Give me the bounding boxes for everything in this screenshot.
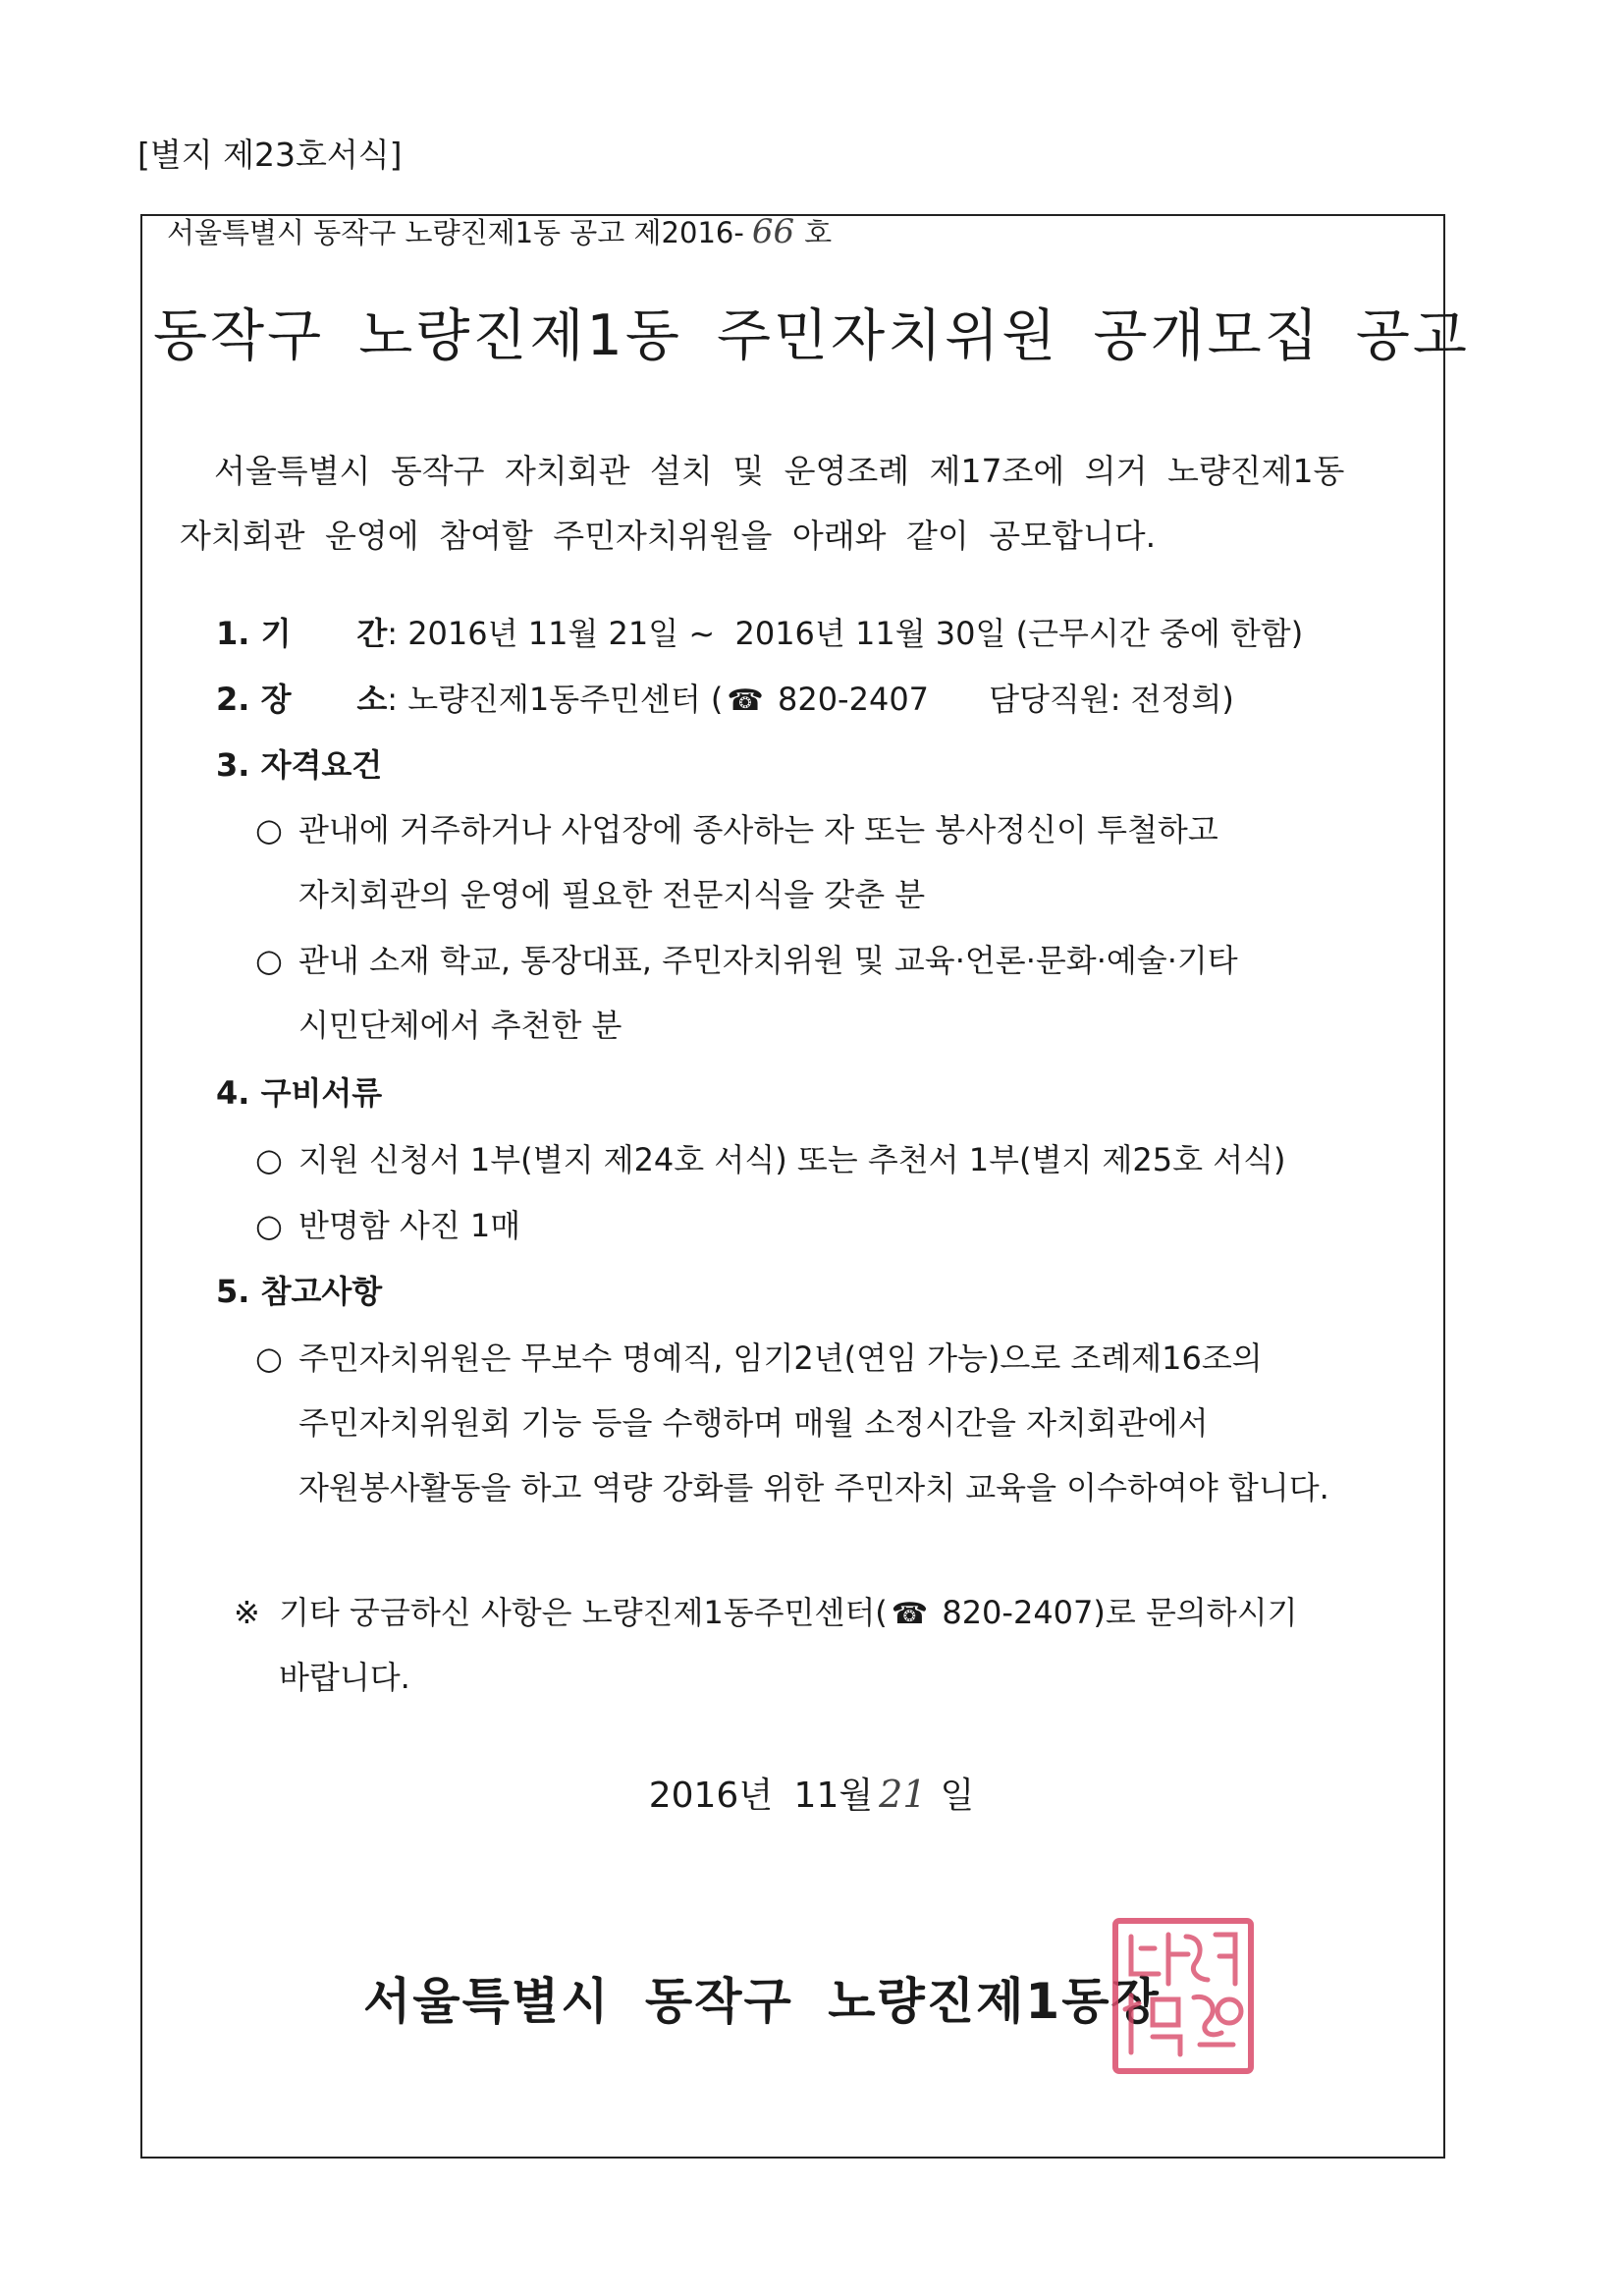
item-documents-label: 4. 구비서류	[216, 1074, 383, 1112]
item-period	[216, 609, 1303, 654]
footnote	[234, 1581, 1298, 1709]
notice-number-suffix: 호	[804, 216, 833, 249]
item-place	[216, 675, 1234, 720]
bullet-circle-icon: ○	[255, 1339, 283, 1377]
item-notes-label: 5. 참고사항	[216, 1273, 383, 1310]
date-prefix: 2016년 11월	[648, 1776, 874, 1816]
bullet-circle-icon: ○	[255, 942, 283, 979]
issue-date	[0, 1768, 1623, 1818]
item-place-value-b: 820-2407 담당직원: 전정희)	[767, 681, 1234, 718]
documents-bullet-2	[255, 1201, 520, 1246]
footnote-line-1-b: 820-2407)로 문의하시기	[932, 1594, 1298, 1631]
bullet-circle-icon: ○	[255, 1207, 283, 1244]
qualification-bullet-2	[255, 936, 1238, 981]
notes-bullet-1-line-2: 주민자치위원회 기능 등을 수행하며 매월 소정시간을 자치회관에서	[298, 1404, 1209, 1442]
notice-number	[167, 214, 832, 250]
intro-line-1: 서울특별시 동작구 자치회관 설치 및 운영조례 제17조에 의거 노량진제1동	[214, 452, 1345, 490]
notes-bullet-1-line-3: 자원봉사활동을 하고 역량 강화를 위한 주민자치 교육을 이수하여야 합니다.	[298, 1469, 1329, 1506]
intro-paragraph	[180, 439, 1427, 569]
phone-icon: ☎	[891, 1597, 929, 1631]
item-qualification-label: 3. 자격요건	[216, 746, 383, 784]
phone-icon: ☎	[727, 683, 764, 718]
documents-bullet-2-text: 반명함 사진 1매	[298, 1207, 521, 1244]
qualification-bullet-1-line-1: 관내에 거주하거나 사업장에 종사하는 자 또는 봉사정신이 투철하고	[298, 811, 1218, 848]
date-handwritten-day: 21	[879, 1773, 927, 1816]
notice-number-handwritten: 66	[751, 212, 795, 251]
footnote-line-1-a: 기타 궁금하신 사항은 노량진제1동주민센터(	[279, 1594, 888, 1631]
signatory: 서울특별시 동작구 노량진제1동장	[363, 1973, 1161, 2030]
item-period-value: : 2016년 11월 21일 ~ 2016년 11월 30일 (근무시간 중에 한함)	[387, 615, 1304, 652]
item-place-value-a: : 노량진제1동주민센터 (	[387, 681, 724, 718]
qualification-bullet-2-line-2: 시민단체에서 추천한 분	[298, 1007, 622, 1044]
official-seal-icon	[1109, 1915, 1257, 2077]
qualification-bullet-1	[255, 805, 1218, 850]
documents-bullet-1-text: 지원 신청서 1부(별지 제24호 서식) 또는 추천서 1부(별지 제25호 서식)	[298, 1141, 1286, 1178]
notice-number-prefix: 서울특별시 동작구 노량진제1동 공고 제2016-	[167, 216, 744, 249]
date-suffix: 일	[940, 1776, 975, 1816]
item-place-label: 2. 장 소	[216, 681, 388, 718]
reference-mark-icon: ※	[234, 1594, 260, 1631]
form-number-tag: [별지 제23호서식]	[137, 136, 403, 174]
notes-bullet-1-line-1: 주민자치위원은 무보수 명예직, 임기2년(연임 가능)으로 조례제16조의	[298, 1339, 1263, 1377]
intro-line-2: 자치회관 운영에 참여할 주민자치위원을 아래와 같이 공모합니다.	[180, 517, 1157, 555]
qualification-bullet-2-line-1: 관내 소재 학교, 통장대표, 주민자치위원 및 교육·언론·문화·예술·기타	[298, 942, 1238, 979]
footnote-line-2: 바랍니다.	[279, 1659, 410, 1696]
document-title: 동작구 노량진제1동 주민자치위원 공개모집 공고	[153, 303, 1470, 368]
documents-bullet-1	[255, 1135, 1286, 1180]
notes-bullet-1	[255, 1334, 1263, 1379]
item-period-label: 1. 기 간	[216, 615, 388, 652]
footnote-line-1	[234, 1594, 1298, 1631]
qualification-bullet-1-line-2: 자치회관의 운영에 필요한 전문지식을 갖춘 분	[298, 876, 926, 913]
bullet-circle-icon: ○	[255, 811, 283, 848]
bullet-circle-icon: ○	[255, 1141, 283, 1178]
